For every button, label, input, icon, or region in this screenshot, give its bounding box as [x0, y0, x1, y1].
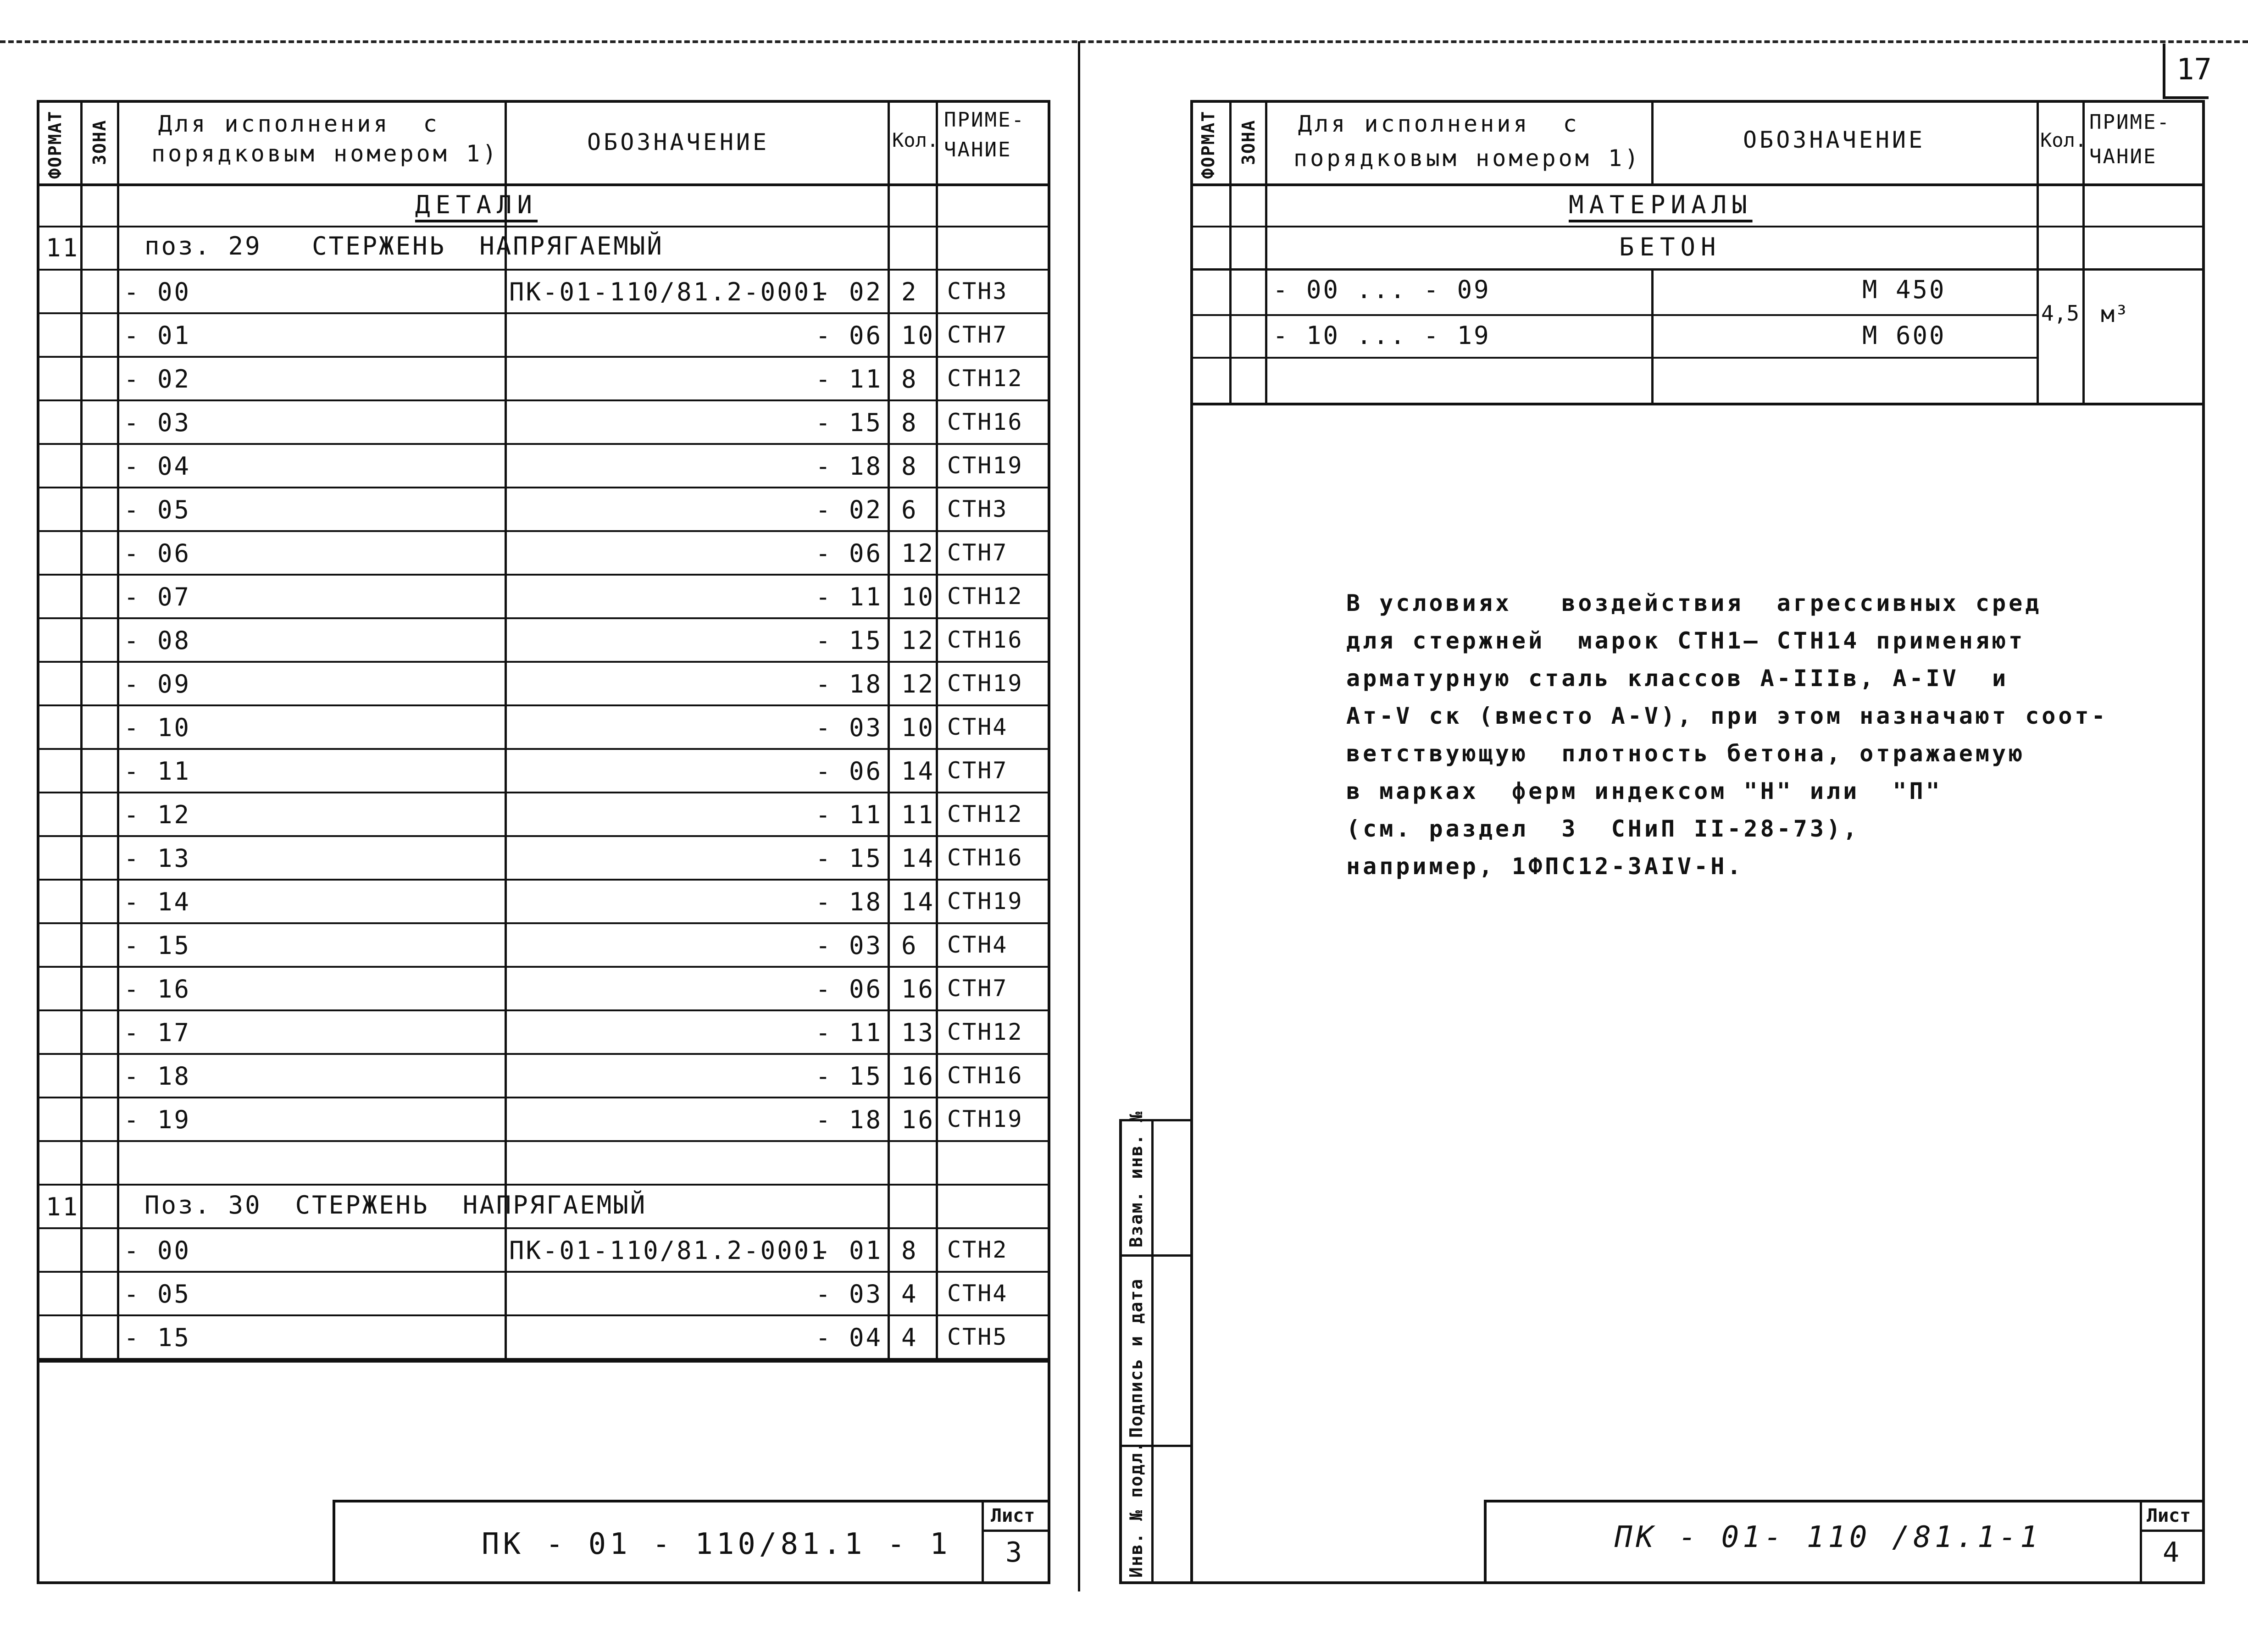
note-line: например, 1ФПС12-3АIV-Н. [1346, 853, 1744, 880]
left-row-note: СТН16 [947, 409, 1023, 435]
center-divider [1078, 41, 1080, 1591]
left-frame-bottom [37, 1581, 1049, 1584]
right-row-line-2 [1190, 268, 2205, 271]
left-row-qty: 2 [901, 277, 918, 306]
left-header-exec-1: Для исполнения с [158, 111, 440, 137]
left-row-designation: ПК-01-110/81.2-0001 [509, 1236, 827, 1265]
left-row-qty: 12 [901, 626, 935, 655]
left-row-note: СТН2 [947, 1236, 1008, 1263]
left-row-qty: 8 [901, 365, 918, 394]
right-stamp-sheet-label: Лист [2147, 1505, 2191, 1526]
left-row-note: СТН7 [947, 757, 1008, 784]
right-col-line-exec [1651, 268, 1654, 403]
left-row-exec: - 08 [124, 626, 191, 655]
left-row-suffix: - 15 [816, 626, 883, 655]
page-number: 17 [2176, 53, 2212, 87]
left-row-note: СТН7 [947, 539, 1008, 566]
left-header-format: ФОРМАТ [45, 110, 65, 179]
left-row-qty: 14 [901, 887, 935, 916]
left-row-suffix: - 03 [816, 713, 883, 742]
right-table-bottom [1190, 403, 2205, 405]
left-row-qty: 11 [901, 800, 935, 829]
left-row-note: СТН3 [947, 496, 1008, 522]
left-row-line [37, 1358, 1049, 1360]
left-row-qty: 12 [901, 539, 935, 568]
left-pos29-format: 11 [46, 233, 80, 262]
right-section-title: МАТЕРИАЛЫ [1569, 190, 1753, 219]
left-row-exec: - 19 [124, 1105, 191, 1134]
note-line: в марках ферм индексом "Н" или "П" [1346, 778, 1943, 804]
left-row-line [37, 1140, 1049, 1142]
left-row-note: СТН19 [947, 1106, 1023, 1132]
left-row-qty: 6 [901, 495, 918, 524]
left-row-line [37, 1184, 1049, 1186]
right-qty: 4,5 [2041, 301, 2080, 326]
left-row-note: СТН19 [947, 452, 1023, 479]
left-section-title: ДЕТАЛИ [415, 190, 538, 219]
right-header-exec-2: порядковым номером 1) [1293, 145, 1642, 172]
left-row-exec: - 11 [124, 757, 191, 786]
left-col-line-designation [888, 100, 890, 1361]
right-header-zone: ЗОНА [1238, 119, 1259, 165]
left-row-exec: - 16 [124, 975, 191, 1003]
left-row-qty: 14 [901, 844, 935, 873]
left-row-suffix: - 06 [816, 975, 883, 1003]
left-row-suffix: - 15 [816, 408, 883, 437]
left-row-note: СТН19 [947, 670, 1023, 697]
left-row-suffix: - 18 [816, 452, 883, 481]
left-stamp-code: ПК - 01 - 110/81.1 - 1 [482, 1527, 951, 1561]
right-row-line-3 [1190, 314, 2039, 316]
left-row-qty: 16 [901, 1105, 935, 1134]
left-row-note: СТН4 [947, 931, 1008, 958]
right-subsection: БЕТОН [1619, 233, 1721, 261]
right-header-exec-1: Для исполнения с [1298, 111, 1580, 137]
left-row-qty: 16 [901, 1062, 935, 1091]
right-side-label-1: Взам. инв. № [1126, 1110, 1146, 1247]
left-col-line-zone [117, 100, 119, 1361]
left-row-suffix: - 18 [816, 887, 883, 916]
right-stamp-sheet-number: 4 [2163, 1536, 2180, 1569]
right-stamp-top [1484, 1500, 2205, 1502]
left-row-line [37, 487, 1049, 488]
right-frame-left [1190, 100, 1193, 1584]
left-row-suffix: - 03 [816, 931, 883, 960]
left-row-note: СТН12 [947, 365, 1023, 392]
left-row-line [37, 1271, 1049, 1273]
left-row-note: СТН12 [947, 1019, 1023, 1045]
left-row-qty: 6 [901, 931, 918, 960]
right-row-exec-2: - 10 ... - 19 [1273, 321, 1491, 350]
page-number-border-bottom [2163, 96, 2209, 99]
top-dashed-edge [0, 40, 2248, 43]
left-row-note: СТН16 [947, 844, 1023, 871]
right-side-col-mid [1151, 1119, 1154, 1583]
left-header-bottom [37, 183, 1049, 186]
right-col-line-exec-head [1651, 100, 1654, 183]
left-stamp-sheet-label: Лист [991, 1505, 1035, 1526]
left-row-line [37, 661, 1049, 663]
right-unit: м³ [2101, 301, 2129, 327]
left-pos30-format: 11 [46, 1192, 80, 1221]
left-row-suffix: - 18 [816, 670, 883, 698]
right-frame-right [2202, 100, 2205, 1584]
left-row-exec: - 00 [124, 277, 191, 306]
right-side-sep-1 [1119, 1254, 1193, 1257]
left-row-exec: - 15 [124, 931, 191, 960]
left-col-line-qty [936, 100, 938, 1361]
left-row-qty: 16 [901, 975, 935, 1003]
left-stamp-sheet-number: 3 [1005, 1536, 1022, 1569]
left-row-suffix: - 11 [816, 582, 883, 611]
left-row-suffix: - 02 [816, 277, 883, 306]
right-stamp-left [1484, 1500, 1487, 1582]
left-row-qty: 4 [901, 1280, 918, 1308]
left-stamp-top [333, 1500, 1050, 1502]
left-stamp-left [333, 1500, 335, 1582]
left-row-suffix: - 15 [816, 844, 883, 873]
left-row-line [37, 704, 1049, 706]
left-row-qty: 12 [901, 670, 935, 698]
right-side-label-3: Инв. № подл. [1126, 1441, 1146, 1578]
left-row-line [37, 356, 1049, 358]
left-row-note: СТН7 [947, 322, 1008, 348]
left-row-exec: - 05 [124, 1280, 191, 1308]
note-line: В условиях воздействия агрессивных сред [1346, 590, 2042, 616]
left-row-line [37, 748, 1049, 750]
left-pos30-label: Поз. 30 СТЕРЖЕНЬ НАПРЯГАЕМЫЙ [144, 1191, 647, 1220]
left-row-line [37, 879, 1049, 881]
left-row-suffix: - 15 [816, 1062, 883, 1091]
right-stamp-divider [2140, 1500, 2142, 1582]
left-row-line [37, 574, 1049, 576]
left-row-qty: 10 [901, 582, 935, 611]
left-row-exec: - 06 [124, 539, 191, 568]
left-row-suffix: - 04 [816, 1323, 883, 1352]
left-row-qty: 4 [901, 1323, 918, 1352]
left-row-suffix: - 06 [816, 757, 883, 786]
left-row-exec: - 04 [124, 452, 191, 481]
left-row-exec: - 00 [124, 1236, 191, 1265]
right-header-designation: ОБОЗНАЧЕНИЕ [1743, 127, 1926, 153]
left-row-exec: - 18 [124, 1062, 191, 1091]
left-row-suffix: - 06 [816, 321, 883, 350]
left-row-line [37, 443, 1049, 445]
left-row-suffix: - 02 [816, 495, 883, 524]
left-header-designation: ОБОЗНАЧЕНИЕ [587, 129, 770, 155]
left-row-line [37, 1314, 1049, 1316]
left-row-suffix: - 18 [816, 1105, 883, 1134]
left-row-line [37, 1009, 1049, 1011]
left-row-exec: - 15 [124, 1323, 191, 1352]
right-row-designation-1: М 450 [1862, 275, 1946, 304]
right-row-line-4 [1190, 357, 2039, 359]
right-side-col-left [1119, 1119, 1122, 1583]
left-row-exec: - 07 [124, 582, 191, 611]
left-row-exec: - 12 [124, 800, 191, 829]
left-row-qty: 14 [901, 757, 935, 786]
left-row-note: СТН19 [947, 888, 1023, 915]
right-row-exec-1: - 00 ... - 09 [1273, 275, 1491, 304]
left-row-note: СТН12 [947, 583, 1023, 610]
right-frame-top [1190, 100, 2205, 103]
left-row-qty: 8 [901, 408, 918, 437]
left-row-note: СТН7 [947, 975, 1008, 1002]
left-row-note: СТН4 [947, 714, 1008, 740]
left-row-qty: 8 [901, 1236, 918, 1265]
left-header-exec-2: порядковым номером 1) [151, 140, 500, 167]
left-header-qty: Кол. [892, 129, 939, 151]
left-col-line-format [80, 100, 83, 1361]
left-row-qty: 8 [901, 452, 918, 481]
left-row-exec: - 02 [124, 365, 191, 394]
left-row-note: СТН12 [947, 801, 1023, 827]
left-row-line [37, 792, 1049, 793]
left-stamp-divider [982, 1500, 984, 1582]
left-row-exec: - 14 [124, 887, 191, 916]
left-row-qty: 10 [901, 321, 935, 350]
left-row-line [37, 399, 1049, 401]
left-row-exec: - 03 [124, 408, 191, 437]
left-row-note: СТН3 [947, 278, 1008, 305]
left-row-exec: - 10 [124, 713, 191, 742]
left-row-line [37, 1097, 1049, 1098]
left-row-suffix: - 01 [816, 1236, 883, 1265]
left-row-line [37, 617, 1049, 619]
note-line: для стержней марок СТН1— СТН14 применяют [1346, 627, 2026, 654]
left-row-qty: 13 [901, 1018, 935, 1047]
left-row-qty: 10 [901, 713, 935, 742]
left-row-suffix: - 11 [816, 800, 883, 829]
page-number-border [2163, 44, 2165, 99]
note-line: (см. раздел 3 СНиП II-28-73), [1346, 815, 1860, 842]
left-row-suffix: - 03 [816, 1280, 883, 1308]
right-frame-bottom [1119, 1581, 2205, 1584]
left-stamp-sheet-line [982, 1530, 1049, 1532]
left-row-line [37, 1227, 1049, 1229]
left-row-line [37, 269, 1049, 271]
note-line: ветствующую плотность бетона, отражаемую [1346, 740, 2026, 767]
left-row-line [37, 922, 1049, 924]
right-stamp-sheet-line [2140, 1530, 2204, 1532]
left-row-line [37, 966, 1049, 968]
note-line: Ат-V ск (вместо А-V), при этом назначают соот- [1346, 703, 2108, 729]
left-row-line [37, 312, 1049, 314]
left-table-bottom [37, 1360, 1049, 1363]
left-row-note: СТН16 [947, 626, 1023, 653]
left-header-zone: ЗОНА [89, 119, 110, 165]
right-header-bottom [1190, 183, 2205, 186]
left-header-note-2: ЧАНИЕ [944, 138, 1012, 161]
left-row-line [37, 530, 1049, 532]
right-header-note-2: ЧАНИЕ [2089, 145, 2157, 168]
left-row-exec: - 13 [124, 844, 191, 873]
left-row-suffix: - 06 [816, 539, 883, 568]
right-row-line-1 [1190, 226, 2205, 227]
left-row-exec: - 05 [124, 495, 191, 524]
left-row-exec: - 01 [124, 321, 191, 350]
left-pos29-label: поз. 29 СТЕРЖЕНЬ НАПРЯГАЕМЫЙ [144, 232, 664, 261]
left-row-note: СТН4 [947, 1280, 1008, 1307]
note-line: арматурную сталь классов А-IIIв, А-IV и [1346, 665, 2009, 692]
right-header-format: ФОРМАТ [1198, 110, 1218, 179]
left-row-suffix: - 11 [816, 365, 883, 394]
left-row-suffix: - 11 [816, 1018, 883, 1047]
left-row-designation: ПК-01-110/81.2-0001 [509, 277, 827, 306]
right-side-label-2: Подпись и дата [1126, 1278, 1146, 1438]
left-frame-top [37, 100, 1049, 103]
right-header-qty: Кол. [2040, 129, 2087, 151]
left-row-exec: - 09 [124, 670, 191, 698]
left-row-note: СТН5 [947, 1324, 1008, 1350]
left-row-line [37, 835, 1049, 837]
right-header-note-1: ПРИМЕ- [2089, 111, 2170, 134]
right-stamp-code: ПК - 01- 110 /81.1-1 [1615, 1520, 2042, 1554]
left-row-note: СТН16 [947, 1062, 1023, 1089]
left-row-exec: - 17 [124, 1018, 191, 1047]
left-row-line [37, 226, 1049, 227]
left-row-line [37, 1053, 1049, 1055]
left-header-note-1: ПРИМЕ- [944, 108, 1025, 132]
right-row-designation-2: М 600 [1862, 321, 1946, 350]
left-col-line-exec [505, 100, 507, 1361]
